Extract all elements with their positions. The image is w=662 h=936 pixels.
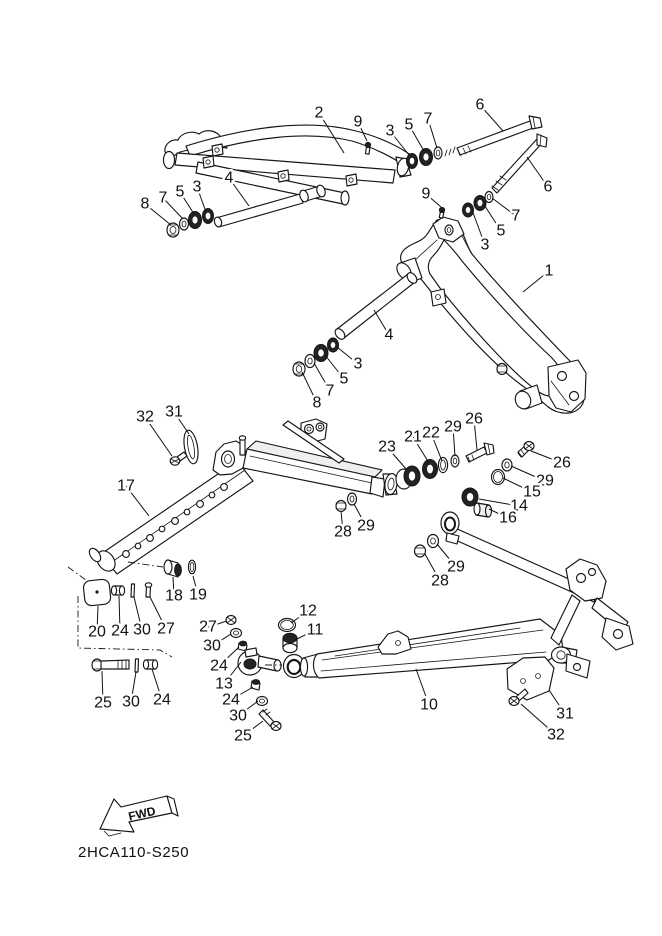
callout-5: 5 — [496, 222, 506, 240]
bolt-26-right — [518, 442, 534, 458]
callout-3: 3 — [385, 122, 395, 140]
bushing-11 — [283, 633, 297, 652]
callout-25: 25 — [234, 727, 252, 745]
callout-28: 28 — [431, 572, 449, 590]
callout-18: 18 — [165, 587, 183, 605]
callout-5: 5 — [404, 116, 414, 134]
hardware-stack-lower-left — [293, 338, 339, 376]
bolt-25-left — [92, 659, 129, 671]
callout-7: 7 — [511, 207, 521, 225]
callout-21: 21 — [404, 428, 422, 446]
callout-5: 5 — [175, 183, 185, 201]
callout-30: 30 — [122, 693, 140, 711]
hardware-stack-part1-top — [463, 192, 494, 218]
callout-24: 24 — [210, 657, 228, 675]
fwd-arrow — [100, 796, 178, 836]
callout-2: 2 — [314, 104, 324, 122]
callout-11: 11 — [306, 621, 324, 639]
pin-30-b — [135, 659, 139, 672]
callout-31: 31 — [165, 403, 183, 421]
callout-19: 19 — [189, 586, 207, 604]
collar-16 — [474, 503, 492, 517]
callout-29: 29 — [357, 517, 375, 535]
callout-7: 7 — [423, 110, 433, 128]
pivot-shaft-4-lower — [333, 271, 419, 341]
pin-30-a — [131, 584, 135, 597]
ring-19 — [188, 560, 195, 574]
callout-24: 24 — [153, 691, 171, 709]
washer-30-d — [257, 697, 268, 706]
callout-28: 28 — [334, 523, 352, 541]
callout-4: 4 — [384, 326, 394, 344]
pivot-shaft-4-upper — [213, 184, 327, 228]
callout-7: 7 — [325, 382, 335, 400]
part-code: 2HCA110-S250 — [78, 844, 190, 861]
hardware-stack-upper-left — [167, 209, 214, 238]
callout-1: 1 — [544, 262, 554, 280]
callout-6: 6 — [543, 178, 553, 196]
callout-25: 25 — [94, 694, 112, 712]
pivot-hardware-left-group — [68, 560, 196, 672]
callout-29: 29 — [536, 472, 554, 490]
fwd-label: FWD — [127, 803, 157, 824]
callout-3: 3 — [480, 236, 490, 254]
washer-30-c — [231, 629, 242, 638]
callout-26: 26 — [553, 454, 571, 472]
ball-joint-13 — [238, 648, 281, 675]
callout-32: 32 — [136, 408, 154, 426]
bolt-6-lower — [492, 134, 547, 193]
callout-12: 12 — [299, 602, 317, 620]
callout-9: 9 — [353, 113, 363, 131]
bushing-18 — [164, 560, 181, 577]
callout-16: 16 — [499, 509, 517, 527]
callout-8: 8 — [312, 394, 322, 412]
callout-24: 24 — [111, 622, 129, 640]
callout-30: 30 — [203, 637, 221, 655]
bushing-23-row — [396, 443, 494, 489]
pin-27-a — [145, 583, 151, 597]
callout-24: 24 — [222, 691, 240, 709]
callout-9: 9 — [421, 185, 431, 203]
callout-15: 15 — [523, 483, 541, 501]
callout-26: 26 — [465, 410, 483, 428]
o-ring-12 — [279, 619, 296, 632]
collar-24-b — [143, 660, 157, 669]
callout-3: 3 — [353, 355, 363, 373]
callout-29: 29 — [447, 558, 465, 576]
stud-24-d — [251, 680, 260, 690]
callout-13: 13 — [215, 675, 233, 693]
callout-30: 30 — [133, 621, 151, 639]
grease-fitting-9-upper — [365, 142, 370, 154]
cap-20 — [83, 579, 111, 607]
grease-fitting-9-lower — [439, 207, 444, 218]
part-1-right-arm — [394, 207, 586, 413]
guard-plate-31 — [507, 657, 554, 700]
callout-29: 29 — [444, 418, 462, 436]
callout-6: 6 — [475, 96, 485, 114]
callout-31: 31 — [556, 705, 574, 723]
callout-14: 14 — [510, 497, 528, 515]
bolt-32-upper — [170, 452, 187, 465]
callout-32: 32 — [547, 726, 565, 744]
callout-8: 8 — [140, 195, 150, 213]
callout-20: 20 — [88, 623, 106, 641]
callout-10: 10 — [420, 696, 438, 714]
hardware-stack-upper-right — [407, 147, 456, 169]
callout-23: 23 — [378, 438, 396, 456]
callout-22: 22 — [422, 424, 440, 442]
callout-7: 7 — [158, 189, 168, 207]
bolt-26-left — [466, 443, 494, 462]
callout-17: 17 — [117, 477, 135, 495]
callout-5: 5 — [339, 370, 349, 388]
callout-30: 30 — [229, 707, 247, 725]
callout-27: 27 — [199, 618, 217, 636]
callout-4: 4 — [224, 169, 234, 187]
disc-31-upper — [182, 429, 201, 465]
collar-24-a — [111, 586, 124, 595]
callout-3: 3 — [192, 178, 202, 196]
bolt-25-center — [259, 709, 281, 731]
nut-27-b — [226, 616, 236, 625]
callout-27: 27 — [157, 620, 175, 638]
